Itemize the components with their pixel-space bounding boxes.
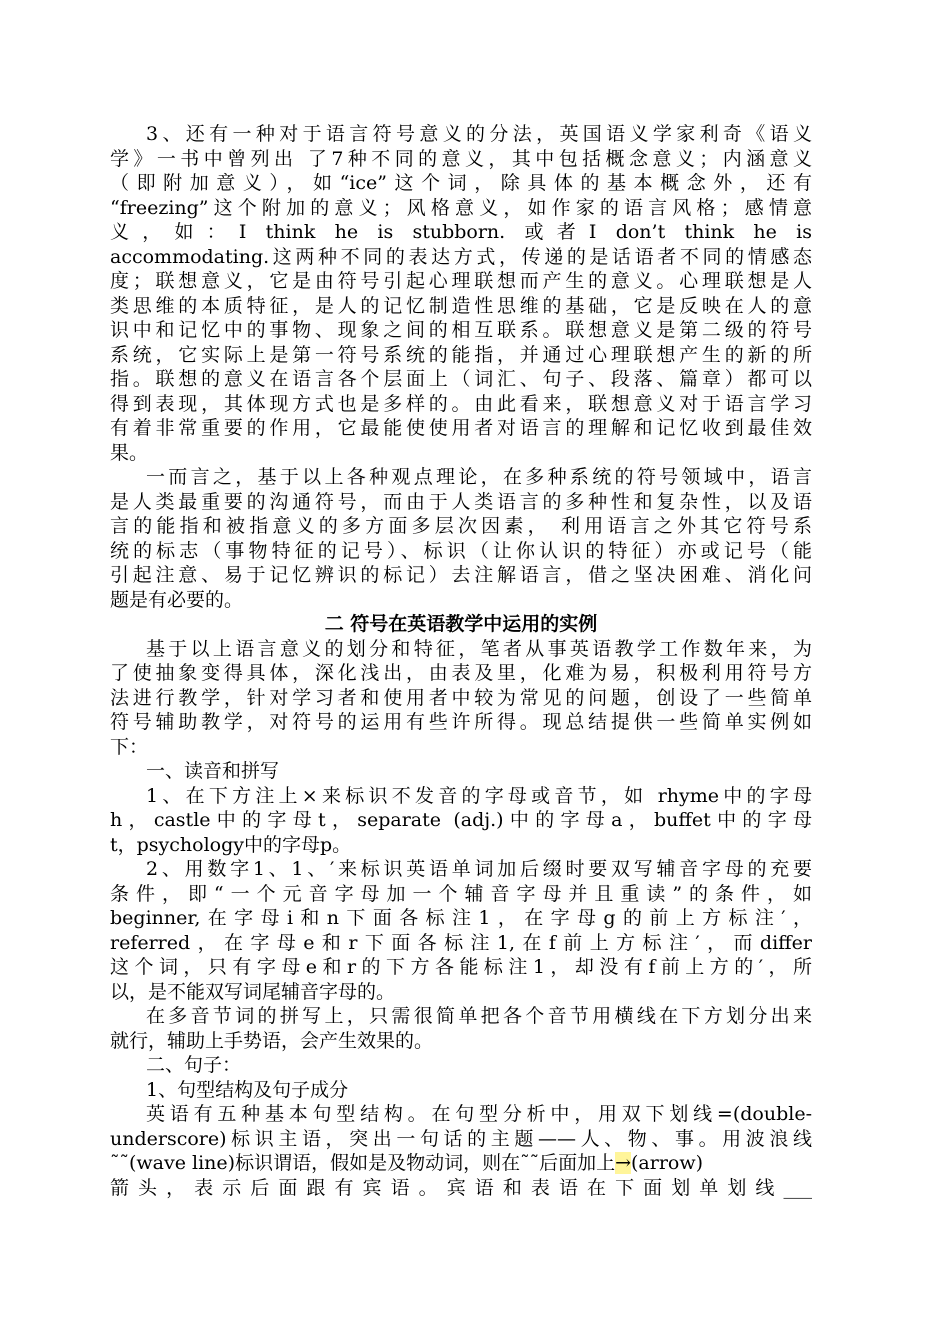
line-text: 学》一书中曾列出 了7种不同的意义，其中包括概念意义；内涵意义 (110, 147, 812, 170)
line-text: ˜˜(wave line)标识谓语，假如是及物动词，则在˜˜后面加上 (110, 1152, 616, 1174)
text-line (110, 833, 812, 858)
text-line (110, 392, 812, 417)
text-line (110, 416, 812, 441)
text-line (110, 710, 812, 735)
line-text: 了使抽象变得具体，深化浅出，由表及里，化难为易，积极利用符号方 (110, 662, 812, 684)
text-line (110, 245, 812, 270)
line-text: 言的能指和被指意义的多方面多层次因素， 利用语言之外其它符号系 (110, 515, 812, 537)
text-line (110, 661, 812, 686)
text-line (110, 955, 812, 980)
line-text: t，psychology中的字母p。 (110, 833, 352, 856)
text-line (110, 857, 812, 882)
text-line (110, 759, 812, 784)
text-line (110, 980, 812, 1005)
text-line (110, 171, 812, 196)
text-line (110, 563, 812, 588)
line-text: （即附加意义），如“ice”这个词，除具体的基本概念外，还有 (110, 172, 812, 194)
text-line (110, 269, 812, 294)
line-text: 下： (110, 735, 149, 758)
line-text: “freezing”这个附加的意义；风格意义，如作家的语言风格；感情意 (110, 196, 812, 219)
text-line (110, 1176, 812, 1201)
line-text: 就行，辅助上手势语，会产生效果的。 (110, 1029, 434, 1052)
text-line (110, 735, 812, 760)
text-line (110, 318, 812, 343)
line-text: 系统，它实际上是第一符号系统的能指，并通过心理联想产生的新的所 (110, 343, 812, 366)
text-line (110, 1151, 812, 1176)
line-text-tail: (arrow) (631, 1152, 704, 1174)
line-text: underscore)标识主语，突出一句话的主题——人、物、事。用波浪线 (110, 1127, 812, 1150)
text-line (110, 808, 812, 833)
line-text: referred，在字母e和r下面各标注1,在f前上方标注′，而differ (110, 931, 812, 954)
text-line (110, 686, 812, 711)
text-line (110, 196, 812, 221)
text-line (110, 588, 812, 613)
document-page (110, 122, 812, 1200)
line-text: 1、句型结构及句子成分 (146, 1078, 349, 1101)
text-line (110, 784, 812, 809)
line-text: 二 符号在英语教学中运用的实例 (324, 613, 598, 635)
arrow-symbol-highlight: → (615, 1152, 631, 1174)
line-text: 1、在下方注上×来标识不发音的字母或音节，如 rhyme中的字母 (146, 784, 812, 807)
text-line (110, 220, 812, 245)
text-line (110, 343, 812, 368)
text-line (110, 490, 812, 515)
line-text: h，castle中的字母t，separate (adj.)中的字母a，buffet中的字母 (110, 809, 812, 831)
line-text: 3、还有一种对于语言符号意义的分法，英国语义学家利奇《语义 (146, 123, 812, 145)
line-text: 指。联想的意义在语言各个层面上（词汇、句子、段落、篇章）都可以 (110, 368, 812, 390)
line-text: 在多音节词的拼写上，只需很简单把各个音节用横线在下方划分出来 (146, 1005, 812, 1027)
line-text: 这个词，只有字母e和r的下方各能标注1，却没有f前上方的′，所 (110, 956, 812, 978)
line-text: 是人类最重要的沟通符号，而由于人类语言的多种性和复杂性，以及语 (110, 490, 812, 513)
line-text: 符号辅助教学，对符号的运用有些许所得。现总结提供一些简单实例如 (110, 711, 812, 733)
line-text: 引起注意、易于记忆辨识的标记）去注解语言，借之坚决困难、消化问 (110, 564, 812, 586)
text-line (110, 931, 812, 956)
text-line (110, 1029, 812, 1054)
line-text: 以，是不能双写词尾辅音字母的。 (110, 980, 396, 1003)
text-line (110, 882, 812, 907)
line-text: 条件，即“一个元音字母加一个辅音字母并且重读”的条件，如 (110, 882, 812, 905)
line-text: 二、句子： (146, 1054, 242, 1076)
line-text: 2、用数字1、1、′来标识英语单词加后缀时要双写辅音字母的充要 (146, 858, 812, 880)
line-text: 义，如：I think he is stubborn. 或者I don’t think he is (110, 221, 812, 243)
line-text: 法进行教学，针对学习者和使用者中较为常见的问题，创设了一些简单 (110, 686, 812, 709)
text-line (110, 441, 812, 466)
line-text: 英语有五种基本句型结构。在句型分析中，用双下划线=(double- (146, 1103, 812, 1125)
text-line (110, 122, 812, 147)
text-line (110, 514, 812, 539)
text-line (110, 1053, 812, 1078)
line-text: 统的标志（事物特征的记号）、标识（让你认识的特征）亦或记号（能 (110, 539, 812, 562)
text-line (110, 637, 812, 662)
line-text: 果。 (110, 441, 149, 464)
line-text: accommodating.这两种不同的表达方式，传递的是话语者不同的情感态 (110, 245, 812, 268)
text-line (110, 1127, 812, 1152)
text-line (110, 1102, 812, 1127)
line-text: 得到表现，其体现方式也是多样的。由此看来，联想意义对于语言学习 (110, 392, 812, 415)
line-text: 类思维的本质特征，是人的记忆制造性思维的基础，它是反映在人的意 (110, 294, 812, 317)
section-heading (110, 612, 812, 637)
line-text: 一、读音和拼写 (146, 760, 280, 782)
text-line (110, 465, 812, 490)
line-text: 识中和记忆中的事物、现象之间的相互联系。联想意义是第二级的符号 (110, 319, 812, 341)
line-text: 基于以上语言意义的划分和特征，笔者从事英语教学工作数年来，为 (146, 637, 812, 660)
line-text: 箭头，表示后面跟有宾语。宾语和表语在下面划单划线___ (110, 1176, 812, 1199)
line-text: 有着非常重要的作用，它最能使使用者对语言的理解和记忆收到最佳效 (110, 417, 812, 439)
line-text: 一而言之，基于以上各种观点理论，在多种系统的符号领域中，语言 (146, 466, 812, 488)
text-line (110, 294, 812, 319)
line-text: 题是有必要的。 (110, 588, 244, 611)
text-line (110, 1004, 812, 1029)
text-line (110, 906, 812, 931)
line-text: beginner,在字母i和n下面各标注1，在字母g的前上方标注′， (110, 907, 812, 929)
text-line (110, 1078, 812, 1103)
line-text: 度；联想意义，它是由符号引起心理联想而产生的意义。心理联想是人 (110, 270, 812, 292)
text-line (110, 147, 812, 172)
text-line (110, 367, 812, 392)
text-line (110, 539, 812, 564)
